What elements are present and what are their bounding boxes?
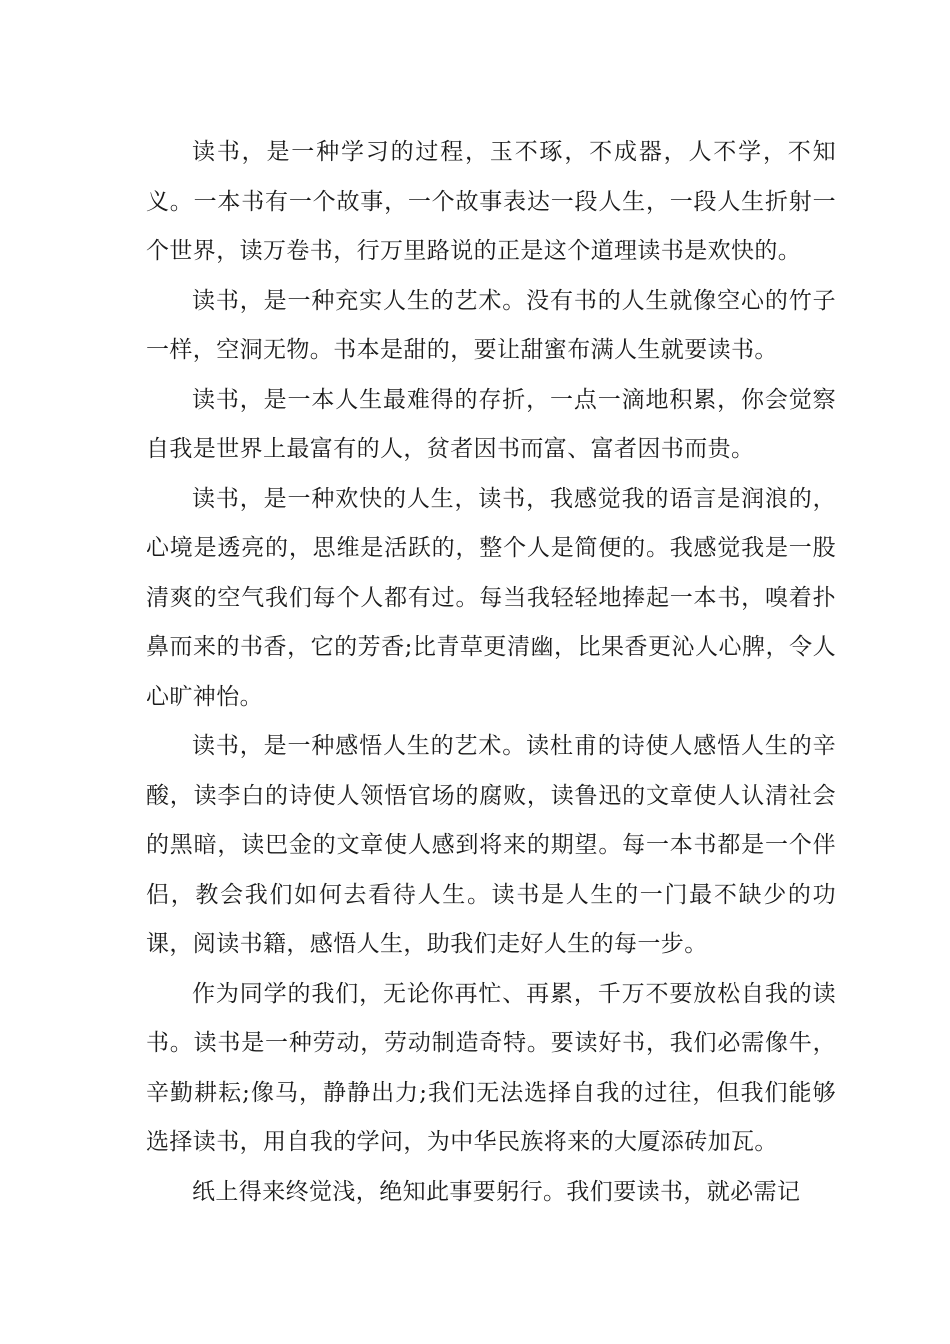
paragraph: 读书，是一本人生最难得的存折，一点一滴地积累，你会觉察自我是世界上最富有的人，贫者因书而富、富者因书而贵。 bbox=[146, 386, 836, 462]
paragraph: 读书，是一种欢快的人生，读书，我感觉我的语言是润浪的，心境是透亮的，思维是活跃的，整个人是简便的。我感觉我是一股清爽的空气我们每个人都有过。每当我轻轻地捧起一本书，嗅着扑鼻而来的书香，它的芳香;比青草更清幽，比果香更沁人心脾，令人心旷神怡。 bbox=[146, 485, 836, 710]
paragraph: 读书，是一种充实人生的艺术。没有书的人生就像空心的竹子一样，空洞无物。书本是甜的，要让甜蜜布满人生就要读书。 bbox=[146, 287, 836, 363]
paragraph: 读书，是一种感悟人生的艺术。读杜甫的诗使人感悟人生的辛酸，读李白的诗使人领悟官场的腐败，读鲁迅的文章使人认清社会的黑暗，读巴金的文章使人感到将来的期望。每一本书都是一个伴侣，教会我们如何去看待人生。读书是人生的一门最不缺少的功课，阅读书籍，感悟人生，助我们走好人生的每一步。 bbox=[146, 733, 836, 957]
paragraph: 读书，是一种学习的过程，玉不琢，不成器，人不学，不知义。一本书有一个故事，一个故事表达一段人生，一段人生折射一个世界，读万卷书，行万里路说的正是这个道理读书是欢快的。 bbox=[146, 139, 836, 264]
essay-body bbox=[146, 128, 836, 1217]
paragraph: 纸上得来终觉浅，绝知此事要躬行。我们要读书，就必需记 bbox=[192, 1178, 801, 1205]
paragraph: 作为同学的我们，无论你再忙、再累，千万不要放松自我的读书。读书是一种劳动，劳动制造奇特。要读好书，我们必需像牛，辛勤耕耘;像马，静静出力;我们无法选择自我的过往，但我们能够选择读书，用自我的学问，为中华民族将来的大厦添砖加瓦。 bbox=[146, 980, 836, 1155]
